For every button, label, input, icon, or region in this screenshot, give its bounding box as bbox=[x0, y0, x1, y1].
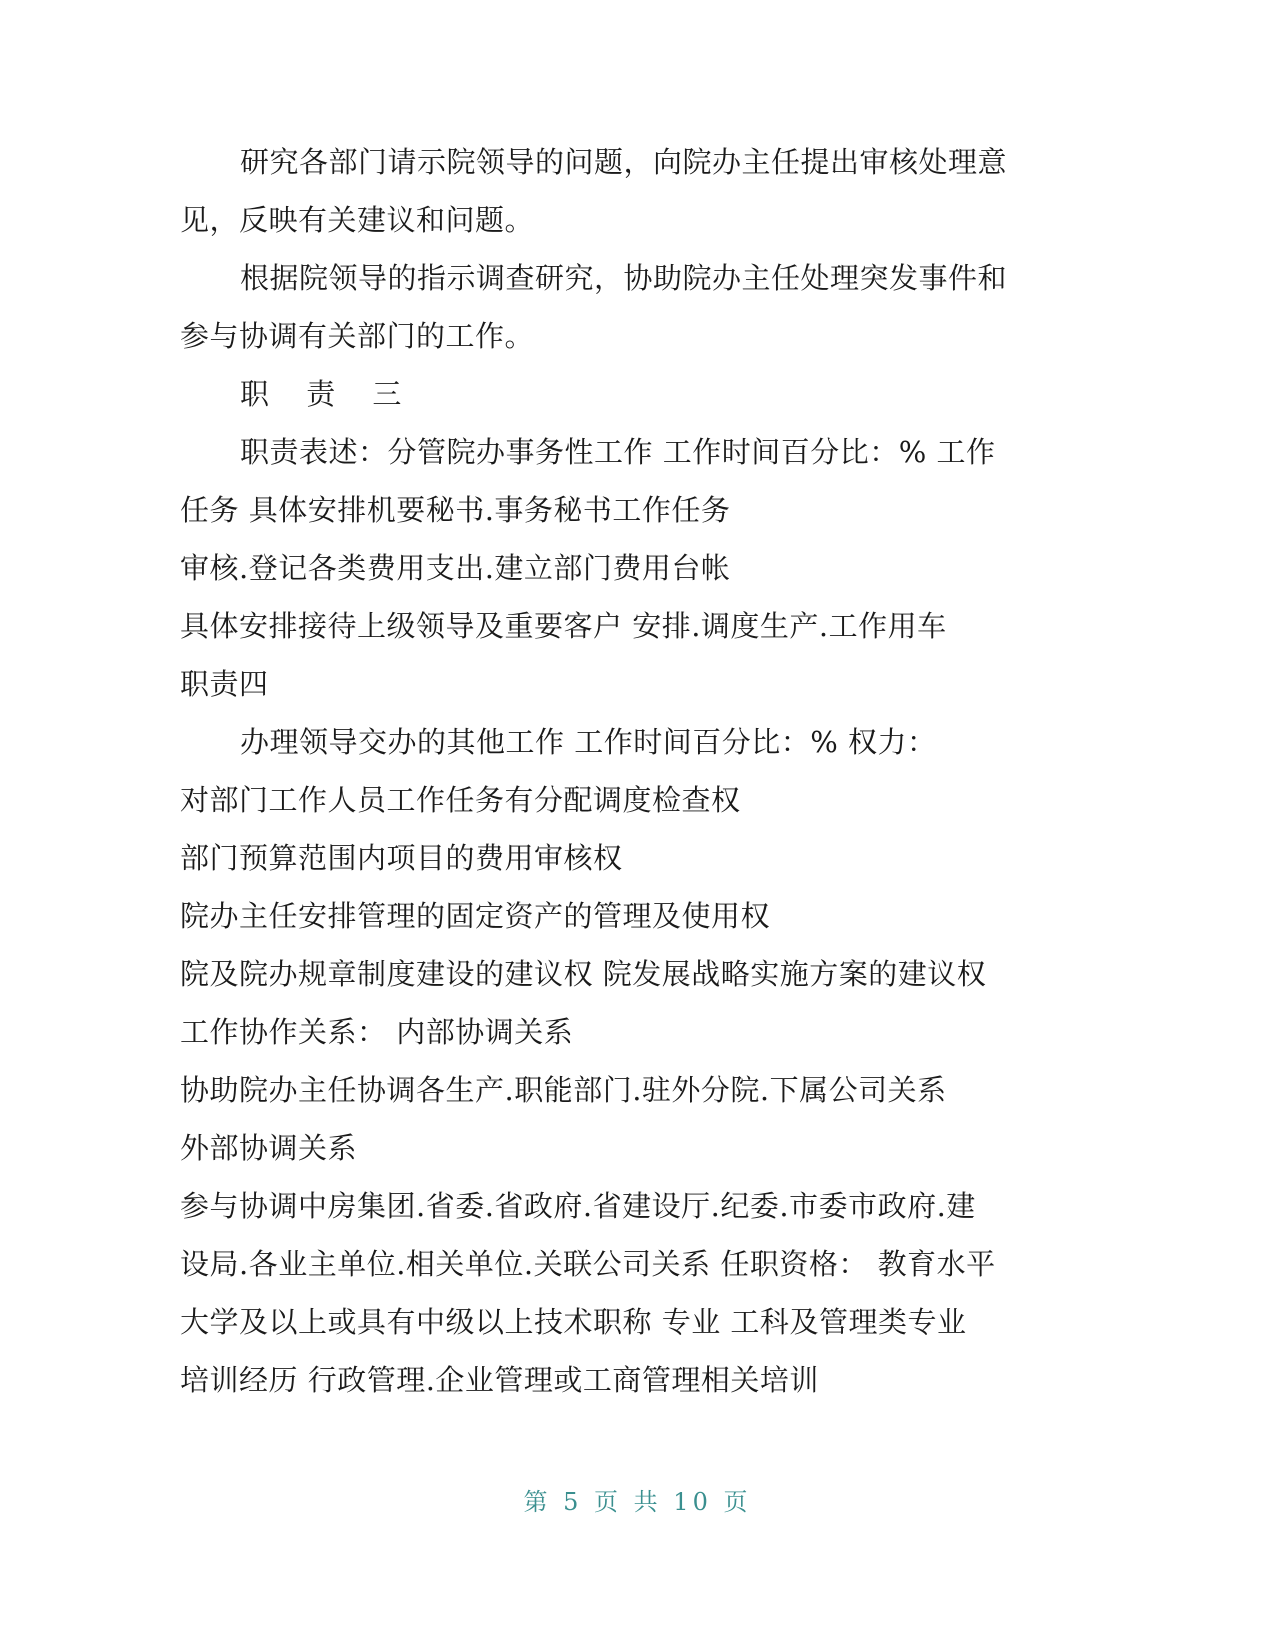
paragraph-line: 任务 具体安排机要秘书.事务秘书工作任务 bbox=[180, 493, 731, 527]
paragraph-line: 对部门工作人员工作任务有分配调度检查权 bbox=[180, 783, 741, 817]
section-heading: 职 责 三 bbox=[240, 377, 416, 411]
paragraph-line: 根据院领导的指示调查研究，协助院办主任处理突发事件和 bbox=[240, 261, 1008, 295]
paragraph-line: 参与协调有关部门的工作。 bbox=[180, 319, 535, 353]
paragraph-line: 办理领导交办的其他工作 工作时间百分比：% 权力： bbox=[240, 725, 937, 759]
paragraph-line: 参与协调中房集团.省委.省政府.省建设厅.纪委.市委市政府.建 bbox=[180, 1189, 976, 1223]
paragraph-line: 具体安排接待上级领导及重要客户 安排.调度生产.工作用车 bbox=[180, 609, 947, 643]
paragraph-line: 大学及以上或具有中级以上技术职称 专业 工科及管理类专业 bbox=[180, 1305, 967, 1339]
paragraph-line: 部门预算范围内项目的费用审核权 bbox=[180, 841, 623, 875]
paragraph-line: 培训经历 行政管理.企业管理或工商管理相关培训 bbox=[180, 1363, 819, 1397]
paragraph-line: 审核.登记各类费用支出.建立部门费用台帐 bbox=[180, 551, 731, 585]
paragraph-line: 职责表述：分管院办事务性工作 工作时间百分比：% 工作 bbox=[240, 435, 996, 469]
section-heading: 职责四 bbox=[180, 667, 269, 701]
paragraph-line: 协助院办主任协调各生产.职能部门.驻外分院.下属公司关系 bbox=[180, 1073, 947, 1107]
paragraph-line: 研究各部门请示院领导的问题，向院办主任提出审核处理意 bbox=[240, 145, 1008, 179]
paragraph-line: 院办主任安排管理的固定资产的管理及使用权 bbox=[180, 899, 771, 933]
paragraph-line: 设局.各业主单位.相关单位.关联公司关系 任职资格： 教育水平 bbox=[180, 1247, 996, 1281]
paragraph-line: 见，反映有关建议和问题。 bbox=[180, 203, 535, 237]
paragraph-line: 院及院办规章制度建设的建议权 院发展战略实施方案的建议权 bbox=[180, 957, 987, 991]
paragraph-line: 外部协调关系 bbox=[180, 1131, 358, 1165]
page-number-footer: 第 5 页 共 10 页 bbox=[523, 1488, 752, 1516]
paragraph-line: 工作协作关系： 内部协调关系 bbox=[180, 1015, 574, 1049]
